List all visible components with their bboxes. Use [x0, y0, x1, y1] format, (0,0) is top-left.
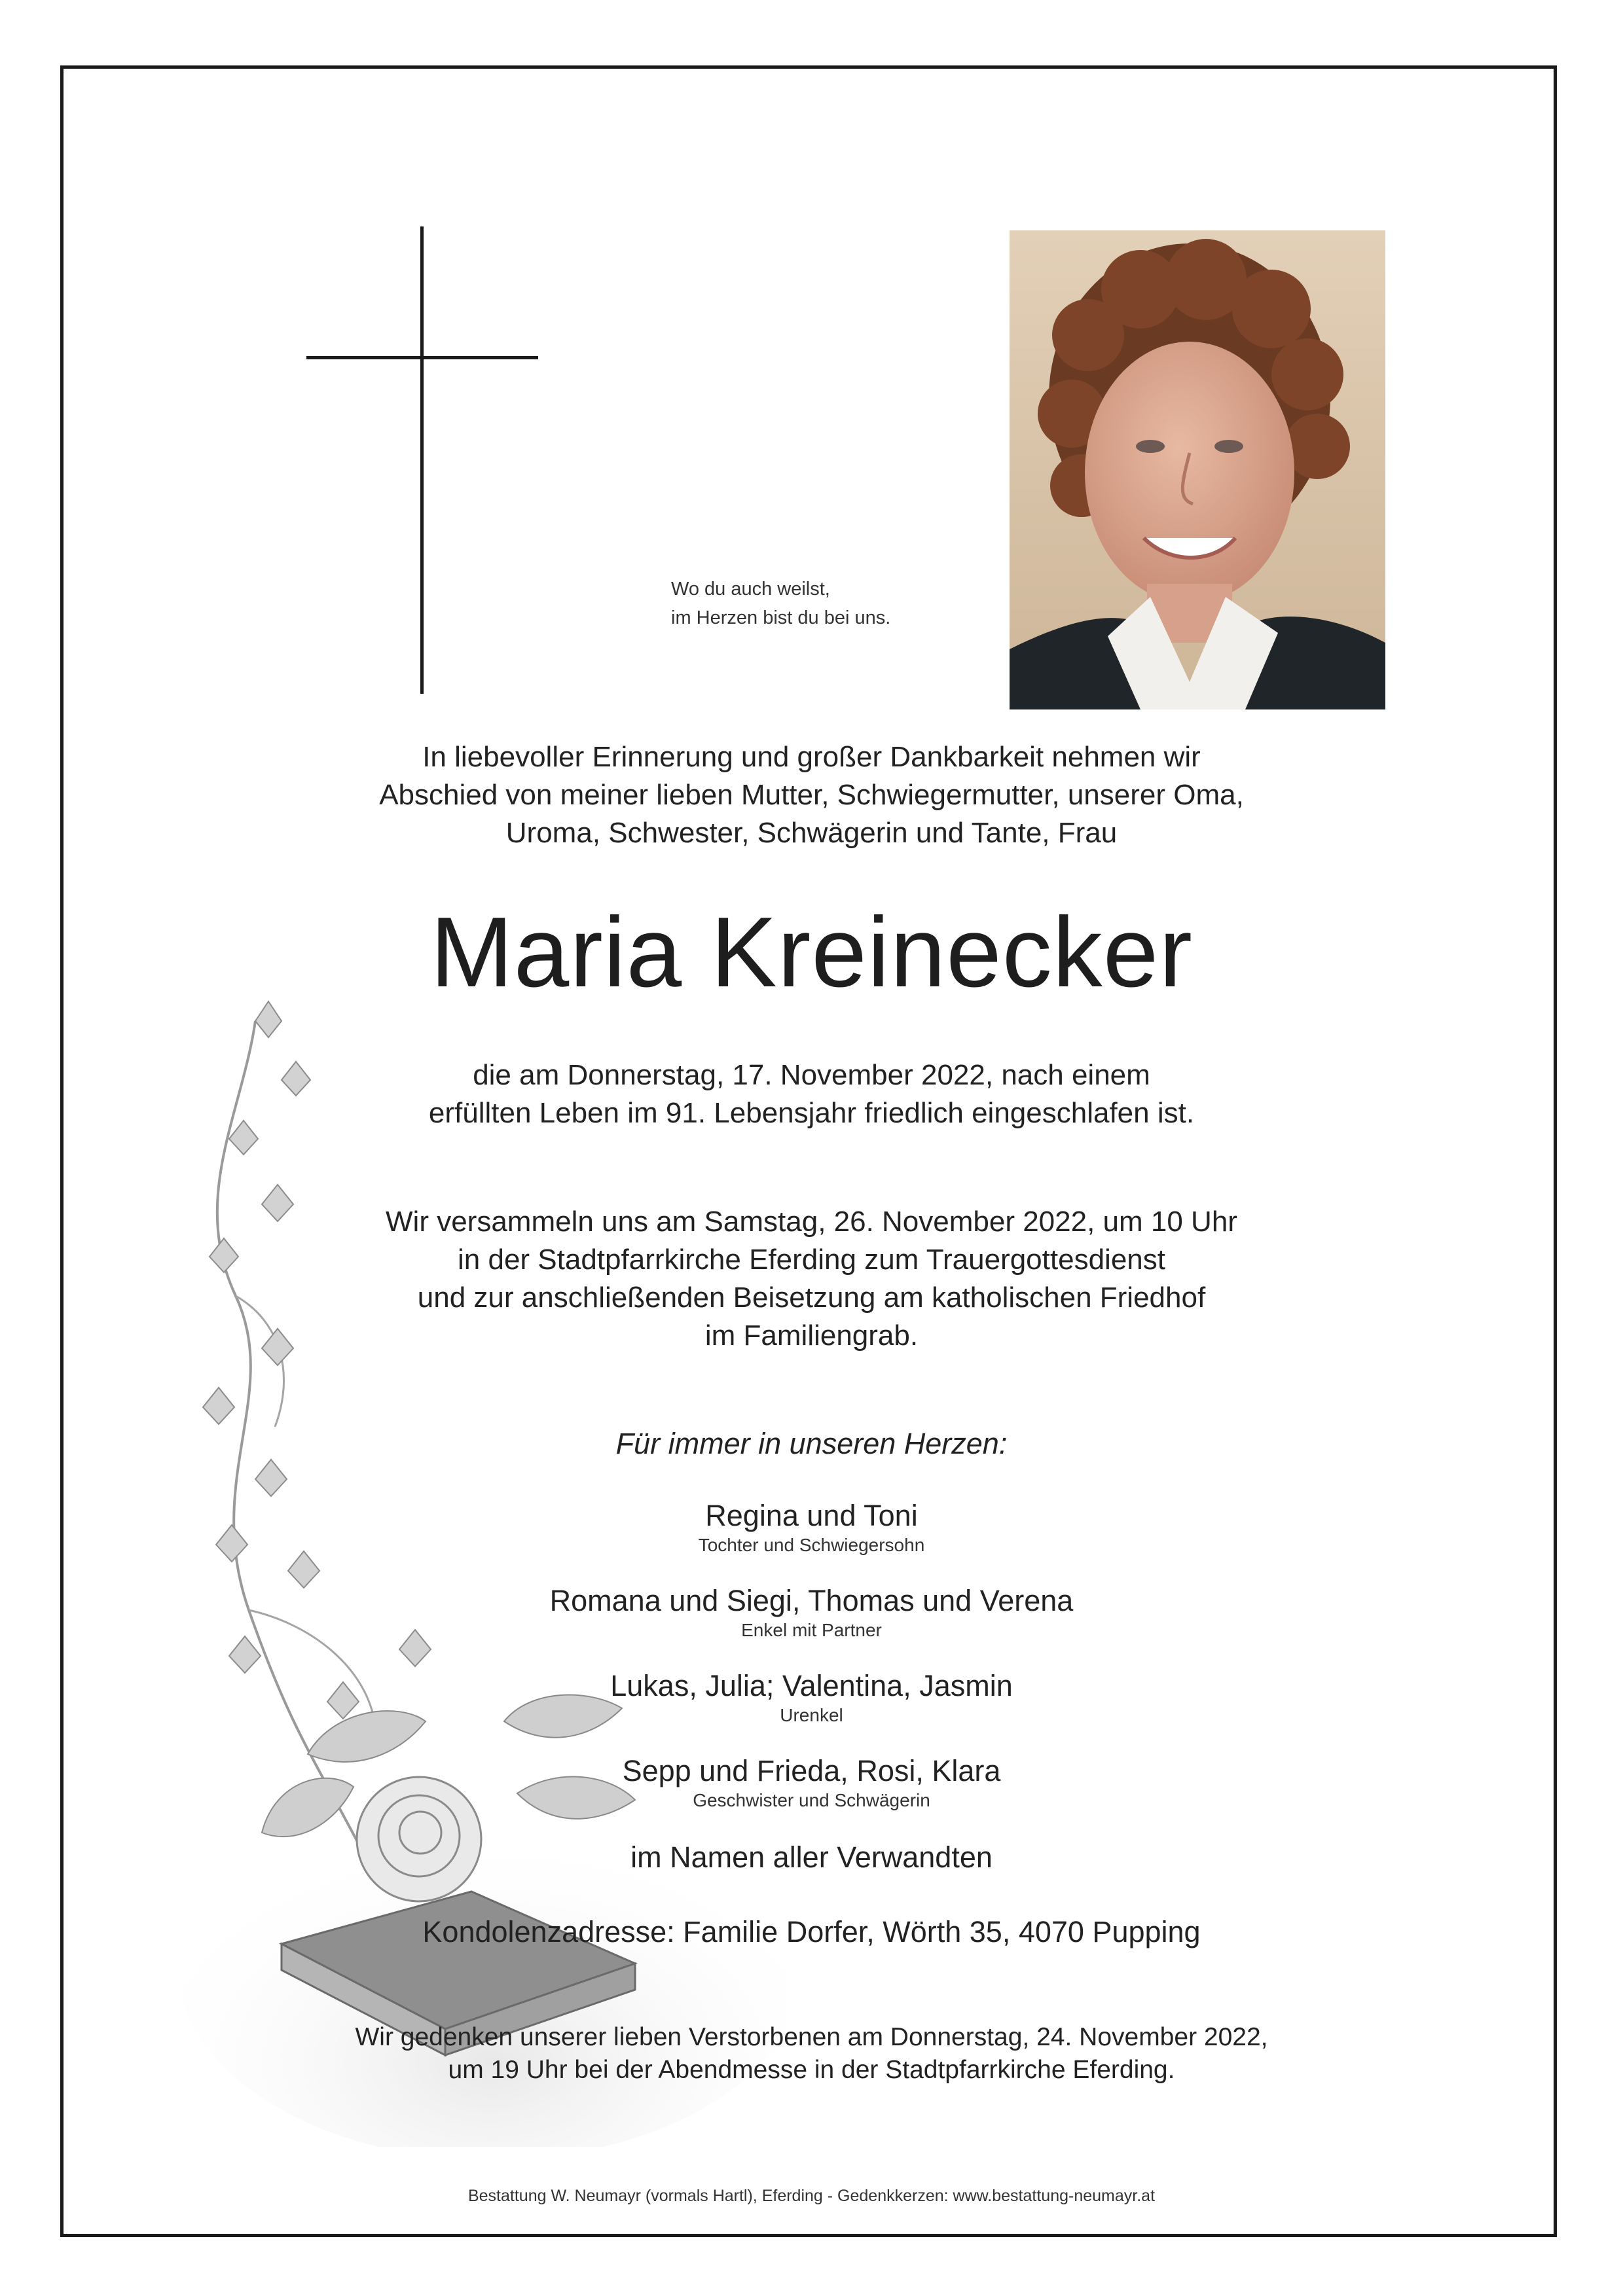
- intro-line: In liebevoller Erinnerung und großer Dankbarkeit nehmen wir: [422, 741, 1201, 773]
- mourner-relation: Tochter und Schwiegersohn: [698, 1535, 925, 1555]
- remembrance-line: um 19 Uhr bei der Abendmesse in der Stadtpfarrkirche Eferding.: [448, 2056, 1175, 2084]
- mourner-relation: Urenkel: [780, 1705, 843, 1725]
- remembrance-line: Wir gedenken unserer lieben Verstorbenen am Donnerstag, 24. November 2022,: [355, 2023, 1268, 2051]
- verse-line: Wo du auch weilst,: [671, 579, 830, 600]
- intro-line: Uroma, Schwester, Schwägerin und Tante, Frau: [505, 817, 1118, 849]
- verse: [671, 575, 890, 632]
- death-notice-line: die am Donnerstag, 17. November 2022, nach einem: [473, 1059, 1150, 1091]
- forever-heading: Für immer in unseren Herzen:: [615, 1427, 1008, 1460]
- service-line: Wir versammeln uns am Samstag, 26. November 2022, um 10 Uhr: [386, 1206, 1237, 1238]
- death-notice: [0, 1056, 1623, 1132]
- all-relatives: im Namen aller Verwandten: [630, 1840, 993, 1874]
- mourner-group: [0, 1498, 1623, 1556]
- mourner-names: Romana und Siegi, Thomas und Verena: [549, 1584, 1074, 1617]
- mourner-group: [0, 1753, 1623, 1812]
- mourners-list: [0, 1498, 1623, 1838]
- mourner-group: [0, 1668, 1623, 1727]
- mourner-names: Regina und Toni: [705, 1499, 918, 1532]
- service-line: im Familiengrab.: [704, 1319, 919, 1352]
- verse-line: im Herzen bist du bei uns.: [671, 607, 891, 628]
- intro-line: Abschied von meiner lieben Mutter, Schwiegermutter, unserer Oma,: [379, 779, 1244, 811]
- deceased-name: Maria Kreinecker: [430, 897, 1193, 1008]
- mourner-relation: Geschwister und Schwägerin: [693, 1790, 930, 1810]
- mourner-names: Lukas, Julia; Valentina, Jasmin: [610, 1669, 1013, 1702]
- service-line: in der Stadtpfarrkirche Eferding zum Trauergottesdienst: [458, 1244, 1165, 1276]
- remembrance-mass: [0, 2021, 1623, 2087]
- footer-text: Bestattung W. Neumayr (vormals Hartl), Eferding - Gedenkkerzen: www.bestattung-neumayr.at: [467, 2187, 1156, 2205]
- service-line: und zur anschließenden Beisetzung am katholischen Friedhof: [417, 1282, 1206, 1314]
- death-notice-line: erfüllten Leben im 91. Lebensjahr friedlich eingeschlafen ist.: [428, 1097, 1195, 1129]
- portrait-photo: [1010, 230, 1385, 709]
- intro-text: [0, 738, 1623, 852]
- mourner-relation: Enkel mit Partner: [741, 1620, 882, 1640]
- service-info: [0, 1203, 1623, 1355]
- mourner-group: [0, 1583, 1623, 1641]
- mourner-names: Sepp und Frieda, Rosi, Klara: [622, 1754, 1001, 1787]
- condolence-address: Kondolenzadresse: Familie Dorfer, Wörth 35, 4070 Pupping: [422, 1915, 1201, 1948]
